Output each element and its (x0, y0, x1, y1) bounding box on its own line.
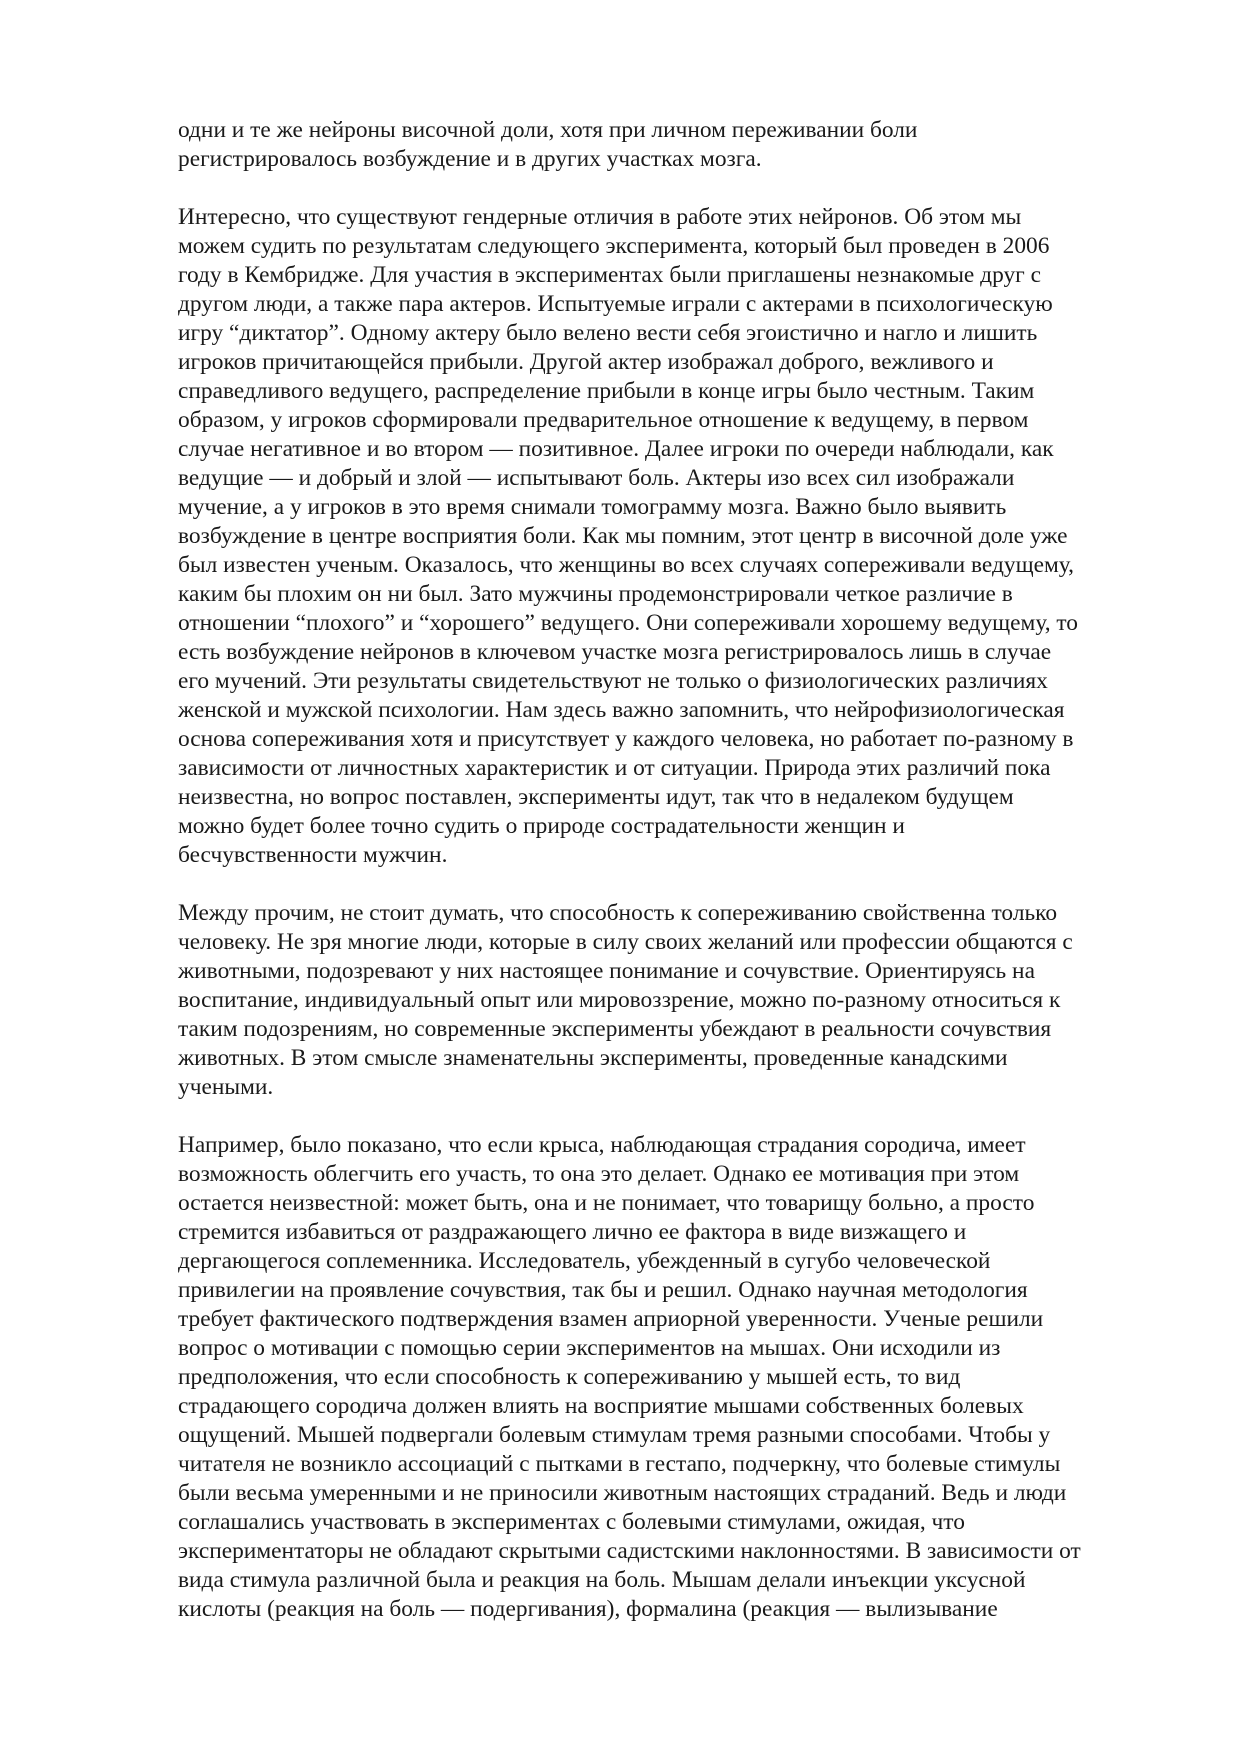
text-line: предположения, что если способность к сопереживанию у мышей есть, то вид (178, 1364, 961, 1390)
text-line: остается неизвестной: может быть, она и не понимает, что товарищу больно, а просто (178, 1190, 1035, 1216)
text-line: можем судить по результатам следующего эксперимента, который был проведен в 2006 (178, 233, 1050, 259)
text-line: ощущений. Мышей подвергали болевым стимулам тремя разными способами. Чтобы у (178, 1422, 1051, 1448)
text-line: бесчувственности мужчин. (178, 842, 448, 868)
text-line: таким подозрениям, но современные эксперименты убеждают в реальности сочувствия (178, 1016, 1052, 1042)
text-line: читателя не возникло ассоциаций с пытками в гестапо, подчеркну, что болевые стимулы (178, 1451, 1061, 1477)
text-line: ведущие — и добрый и злой — испытывают боль. Актеры изо всех сил изображали (178, 465, 1015, 491)
text-line: Например, было показано, что если крыса, наблюдающая страдания сородича, имеет (178, 1132, 1026, 1158)
text-line: страдающего сородича должен влиять на восприятие мышами собственных болевых (178, 1393, 1024, 1419)
text-line: дергающегося соплеменника. Исследователь, убежденный в сугубо человеческой (178, 1248, 991, 1274)
text-line: вопрос о мотивации с помощью серии экспериментов на мышах. Они исходили из (178, 1335, 1001, 1361)
text-line: игроков причитающейся прибыли. Другой актер изображал доброго, вежливого и (178, 349, 994, 375)
text-line: справедливого ведущего, распределение прибыли в конце игры было честным. Таким (178, 378, 1035, 404)
text-line: вида стимула различной была и реакция на боль. Мышам делали инъекции уксусной (178, 1567, 1026, 1593)
text-line: неизвестна, но вопрос поставлен, эксперименты идут, так что в недалеком будущем (178, 784, 1014, 810)
text-line: соглашались участвовать в экспериментах с болевыми стимулами, ожидая, что (178, 1509, 965, 1535)
text-line: животными, подозревают у них настоящее понимание и сочувствие. Ориентируясь на (178, 958, 1035, 984)
text-line: каким бы плохим он ни был. Зато мужчины продемонстрировали четкое различие в (178, 581, 1013, 607)
text-line: Между прочим, не стоит думать, что способность к сопереживанию свойственна только (178, 900, 1058, 926)
paragraph-4 (178, 1131, 1178, 1624)
text-line: возбуждение в центре восприятия боли. Как мы помним, этот центр в височной доле уже (178, 523, 1068, 549)
text-line: кислоты (реакция на боль — подергивания), формалина (реакция — вылизывание (178, 1596, 998, 1622)
text-line: образом, у игроков сформировали предварительное отношение к ведущему, в первом (178, 407, 1029, 433)
text-line: привилегии на проявление сочувствия, так бы и решил. Однако научная методология (178, 1277, 1028, 1303)
text-line: стремится избавиться от раздражающего лично ее фактора в виде визжащего и (178, 1219, 967, 1245)
document-body (178, 116, 1178, 1653)
text-line: женской и мужской психологии. Нам здесь важно запомнить, что нейрофизиологическая (178, 697, 1065, 723)
text-line: есть возбуждение нейронов в ключевом участке мозга регистрировалось лишь в случае (178, 639, 1052, 665)
text-line: зависимости от личностных характеристик и от ситуации. Природа этих различий пока (178, 755, 1051, 781)
text-line: случае негативное и во втором — позитивное. Далее игроки по очереди наблюдали, как (178, 436, 1054, 462)
paragraph-2 (178, 203, 1178, 870)
paragraph-3 (178, 899, 1178, 1102)
text-line: были весьма умеренными и не приносили животным настоящих страданий. Ведь и люди (178, 1480, 1067, 1506)
text-line: одни и те же нейроны височной доли, хотя при личном переживании боли (178, 117, 918, 143)
text-line: регистрировалось возбуждение и в других участках мозга. (178, 146, 762, 172)
text-line: игру “диктатор”. Одному актеру было велено вести себя эгоистично и нагло и лишить (178, 320, 1038, 346)
text-line: основа сопереживания хотя и присутствует у каждого человека, но работает по-разному в (178, 726, 1074, 752)
text-line: другом люди, а также пара актеров. Испытуемые играли с актерами в психологическую (178, 291, 1053, 317)
text-line: Интересно, что существуют гендерные отличия в работе этих нейронов. Об этом мы (178, 204, 1022, 230)
text-line: был известен ученым. Оказалось, что женщины во всех случаях сопереживали ведущему, (178, 552, 1074, 578)
text-line: учеными. (178, 1074, 274, 1100)
text-line: мучение, а у игроков в это время снимали томограмму мозга. Важно было выявить (178, 494, 1007, 520)
text-line: воспитание, индивидуальный опыт или мировоззрение, можно по-разному относиться к (178, 987, 1061, 1013)
paragraph-1 (178, 116, 1178, 174)
text-line: его мучений. Эти результаты свидетельствуют не только о физиологических различиях (178, 668, 1048, 694)
text-line: требует фактического подтверждения взамен априорной уверенности. Ученые решили (178, 1306, 1044, 1332)
text-line: животных. В этом смысле знаменательны эксперименты, проведенные канадскими (178, 1045, 1008, 1071)
text-line: можно будет более точно судить о природе сострадательности женщин и (178, 813, 905, 839)
text-line: году в Кембридже. Для участия в экспериментах были приглашены незнакомые друг с (178, 262, 1041, 288)
text-line: возможность облегчить его участь, то она это делает. Однако ее мотивация при этом (178, 1161, 1020, 1187)
text-line: человеку. Не зря многие люди, которые в силу своих желаний или профессии общаются с (178, 929, 1073, 955)
text-line: экспериментаторы не обладают скрытыми садистскими наклонностями. В зависимости от (178, 1538, 1081, 1564)
text-line: отношении “плохого” и “хорошего” ведущего. Они сопереживали хорошему ведущему, то (178, 610, 1078, 636)
